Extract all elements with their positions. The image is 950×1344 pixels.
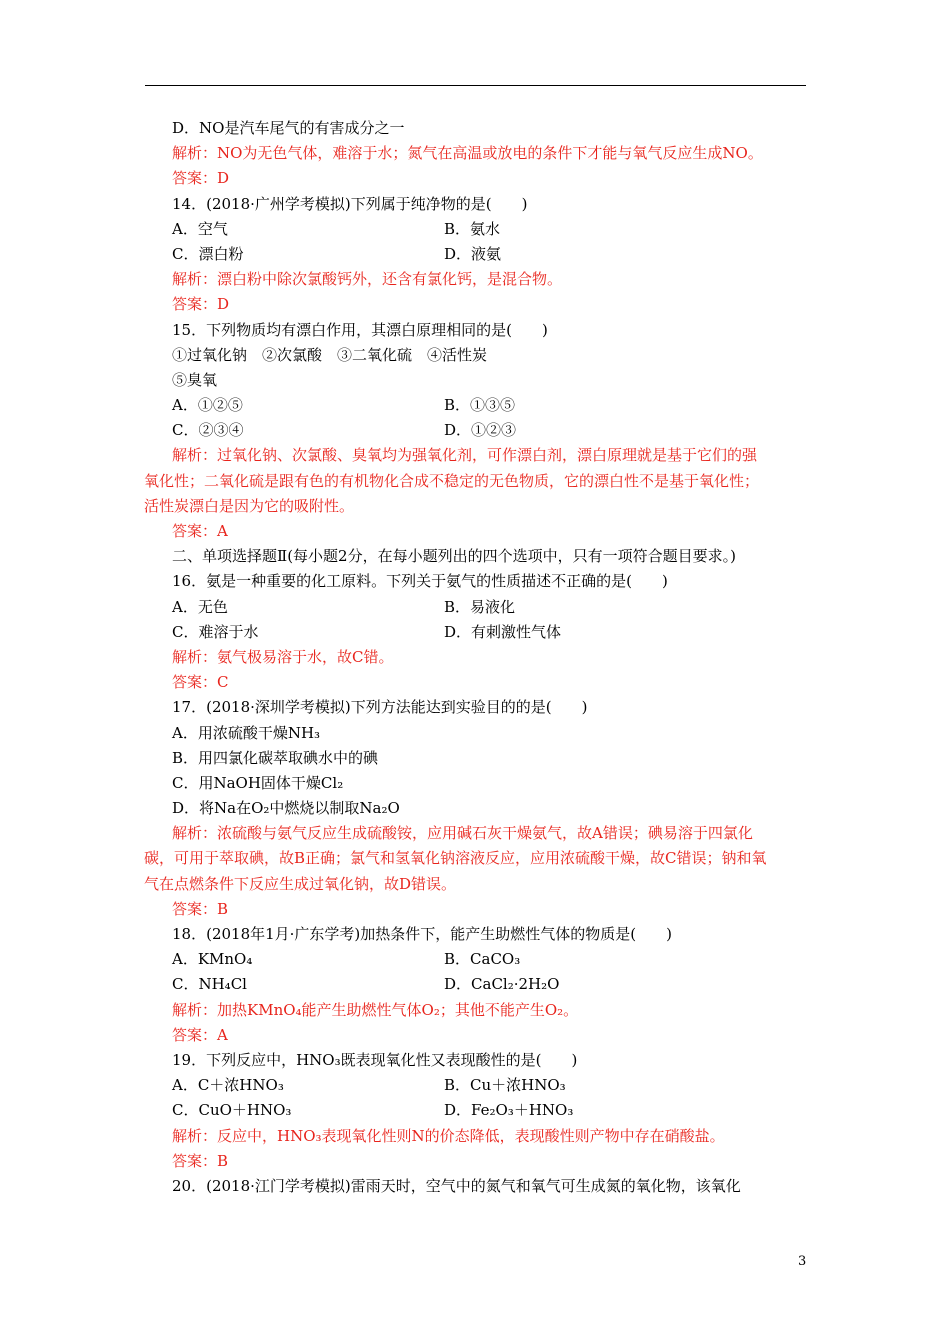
explanation-line: 气在点燃条件下反应生成过氧化钠，故D错误。 bbox=[144, 874, 457, 893]
option-row bbox=[172, 1098, 812, 1123]
text-line: D．将Na在O₂中燃烧以制取Na₂O bbox=[172, 799, 400, 818]
text-line: D．NO是汽车尾气的有害成分之一 bbox=[172, 119, 405, 137]
document-body bbox=[144, 116, 812, 1199]
answer-line: 答案：C bbox=[172, 673, 229, 692]
option-row bbox=[172, 595, 812, 620]
explanation-line: 解析：反应中，HNO₃表现氧化性则N的价态降低，表现酸性则产物中存在硝酸盐。 bbox=[172, 1126, 725, 1145]
option-right: D．CaCl₂·2H₂O bbox=[444, 975, 560, 994]
explanation-line: 解析：氨气极易溶于水，故C错。 bbox=[172, 647, 394, 666]
option-right: B．Cu＋浓HNO₃ bbox=[444, 1076, 566, 1095]
option-right: B．氨水 bbox=[444, 219, 501, 238]
answer-line: 答案：D bbox=[172, 295, 230, 314]
text-line: 17．(2018·深圳学考模拟)下列方法能达到实验目的的是( ) bbox=[172, 698, 588, 717]
option-row bbox=[172, 620, 812, 645]
option-right: D．液氨 bbox=[444, 244, 502, 263]
text-line: C．用NaOH固体干燥Cl₂ bbox=[172, 773, 344, 792]
text-line: 16．氨是一种重要的化工原料。下列关于氨气的性质描述不正确的是( ) bbox=[172, 572, 668, 591]
option-row bbox=[172, 217, 812, 242]
option-right: D．①②③ bbox=[444, 421, 517, 440]
explanation-line: 氧化性；二氧化硫是跟有色的有机物化合成不稳定的无色物质，它的漂白性不是基于氧化性； bbox=[144, 471, 760, 490]
explanation-line: 解析：漂白粉中除次氯酸钙外，还含有氯化钙，是混合物。 bbox=[172, 270, 563, 289]
option-right: B．CaCO₃ bbox=[444, 950, 521, 969]
text-line: ⑤臭氧 bbox=[172, 370, 218, 389]
option-left: A．空气 bbox=[172, 219, 228, 238]
text-line: 二、单项选择题Ⅱ(每小题2分，在每小题列出的四个选项中，只有一项符合题目要求。) bbox=[172, 547, 736, 566]
explanation-line: 解析：加热KMnO₄能产生助燃性气体O₂；其他不能产生O₂。 bbox=[172, 1000, 579, 1019]
explanation-line: 解析：过氧化钠、次氯酸、臭氧均为强氧化剂，可作漂白剂，漂白原理就是基于它们的强 bbox=[172, 446, 758, 465]
option-row bbox=[172, 418, 812, 443]
explanation-line: 活性炭漂白是因为它的吸附性。 bbox=[144, 496, 355, 515]
text-line: 15．下列物质均有漂白作用，其漂白原理相同的是( ) bbox=[172, 320, 548, 339]
text-line: 14．(2018·广州学考模拟)下列属于纯净物的是( ) bbox=[172, 194, 528, 213]
text-line: 18．(2018年1月·广东学考)加热条件下，能产生助燃性气体的物质是( ) bbox=[172, 925, 672, 943]
answer-line: 答案：B bbox=[172, 1151, 229, 1170]
answer-line: 答案：B bbox=[172, 899, 229, 918]
option-left: C．NH₄Cl bbox=[172, 975, 247, 994]
page-number: 3 bbox=[798, 1254, 807, 1269]
option-row bbox=[172, 242, 812, 267]
option-left: C．漂白粉 bbox=[172, 244, 244, 263]
answer-line: 答案：A bbox=[172, 522, 228, 540]
option-row bbox=[172, 1073, 812, 1098]
text-line: 20．(2018·江门学考模拟)雷雨天时，空气中的氮气和氧气可生成氮的氧化物，该氧化 bbox=[172, 1176, 741, 1195]
header-rule bbox=[145, 85, 806, 86]
option-left: A．无色 bbox=[172, 597, 228, 616]
option-row bbox=[172, 393, 812, 418]
option-left: A．①②⑤ bbox=[172, 396, 243, 415]
option-row bbox=[172, 972, 812, 997]
text-line: 19．下列反应中，HNO₃既表现氧化性又表现酸性的是( ) bbox=[172, 1050, 578, 1069]
option-left: C．②③④ bbox=[172, 421, 244, 440]
option-right: D．Fe₂O₃＋HNO₃ bbox=[444, 1101, 574, 1120]
option-row bbox=[172, 947, 812, 972]
option-left: C．难溶于水 bbox=[172, 622, 259, 641]
explanation-line: 碳，可用于萃取碘，故B正确；氯气和氢氧化钠溶液反应，应用浓硫酸干燥，故C错误；钠和氧 bbox=[144, 849, 767, 868]
answer-line: 答案：D bbox=[172, 169, 230, 188]
option-left: A．KMnO₄ bbox=[172, 950, 253, 969]
text-line: A．用浓硫酸干燥NH₃ bbox=[172, 723, 321, 742]
explanation-line: 解析：浓硫酸与氨气反应生成硫酸铵，应用碱石灰干燥氨气，故A错误；碘易溶于四氯化 bbox=[172, 824, 753, 843]
option-right: B．易液化 bbox=[444, 597, 516, 616]
option-right: D．有刺激性气体 bbox=[444, 622, 562, 641]
text-line: B．用四氯化碳萃取碘水中的碘 bbox=[172, 748, 379, 767]
option-left: A．C＋浓HNO₃ bbox=[172, 1076, 284, 1095]
option-right: B．①③⑤ bbox=[444, 396, 516, 415]
answer-line: 答案：A bbox=[172, 1025, 228, 1044]
explanation-line: 解析：NO为无色气体，难溶于水；氮气在高温或放电的条件下才能与氧气反应生成NO。 bbox=[172, 144, 763, 163]
option-left: C．CuO＋HNO₃ bbox=[172, 1101, 292, 1120]
text-line: ①过氧化钠 ②次氯酸 ③二氧化硫 ④活性炭 bbox=[172, 345, 488, 364]
